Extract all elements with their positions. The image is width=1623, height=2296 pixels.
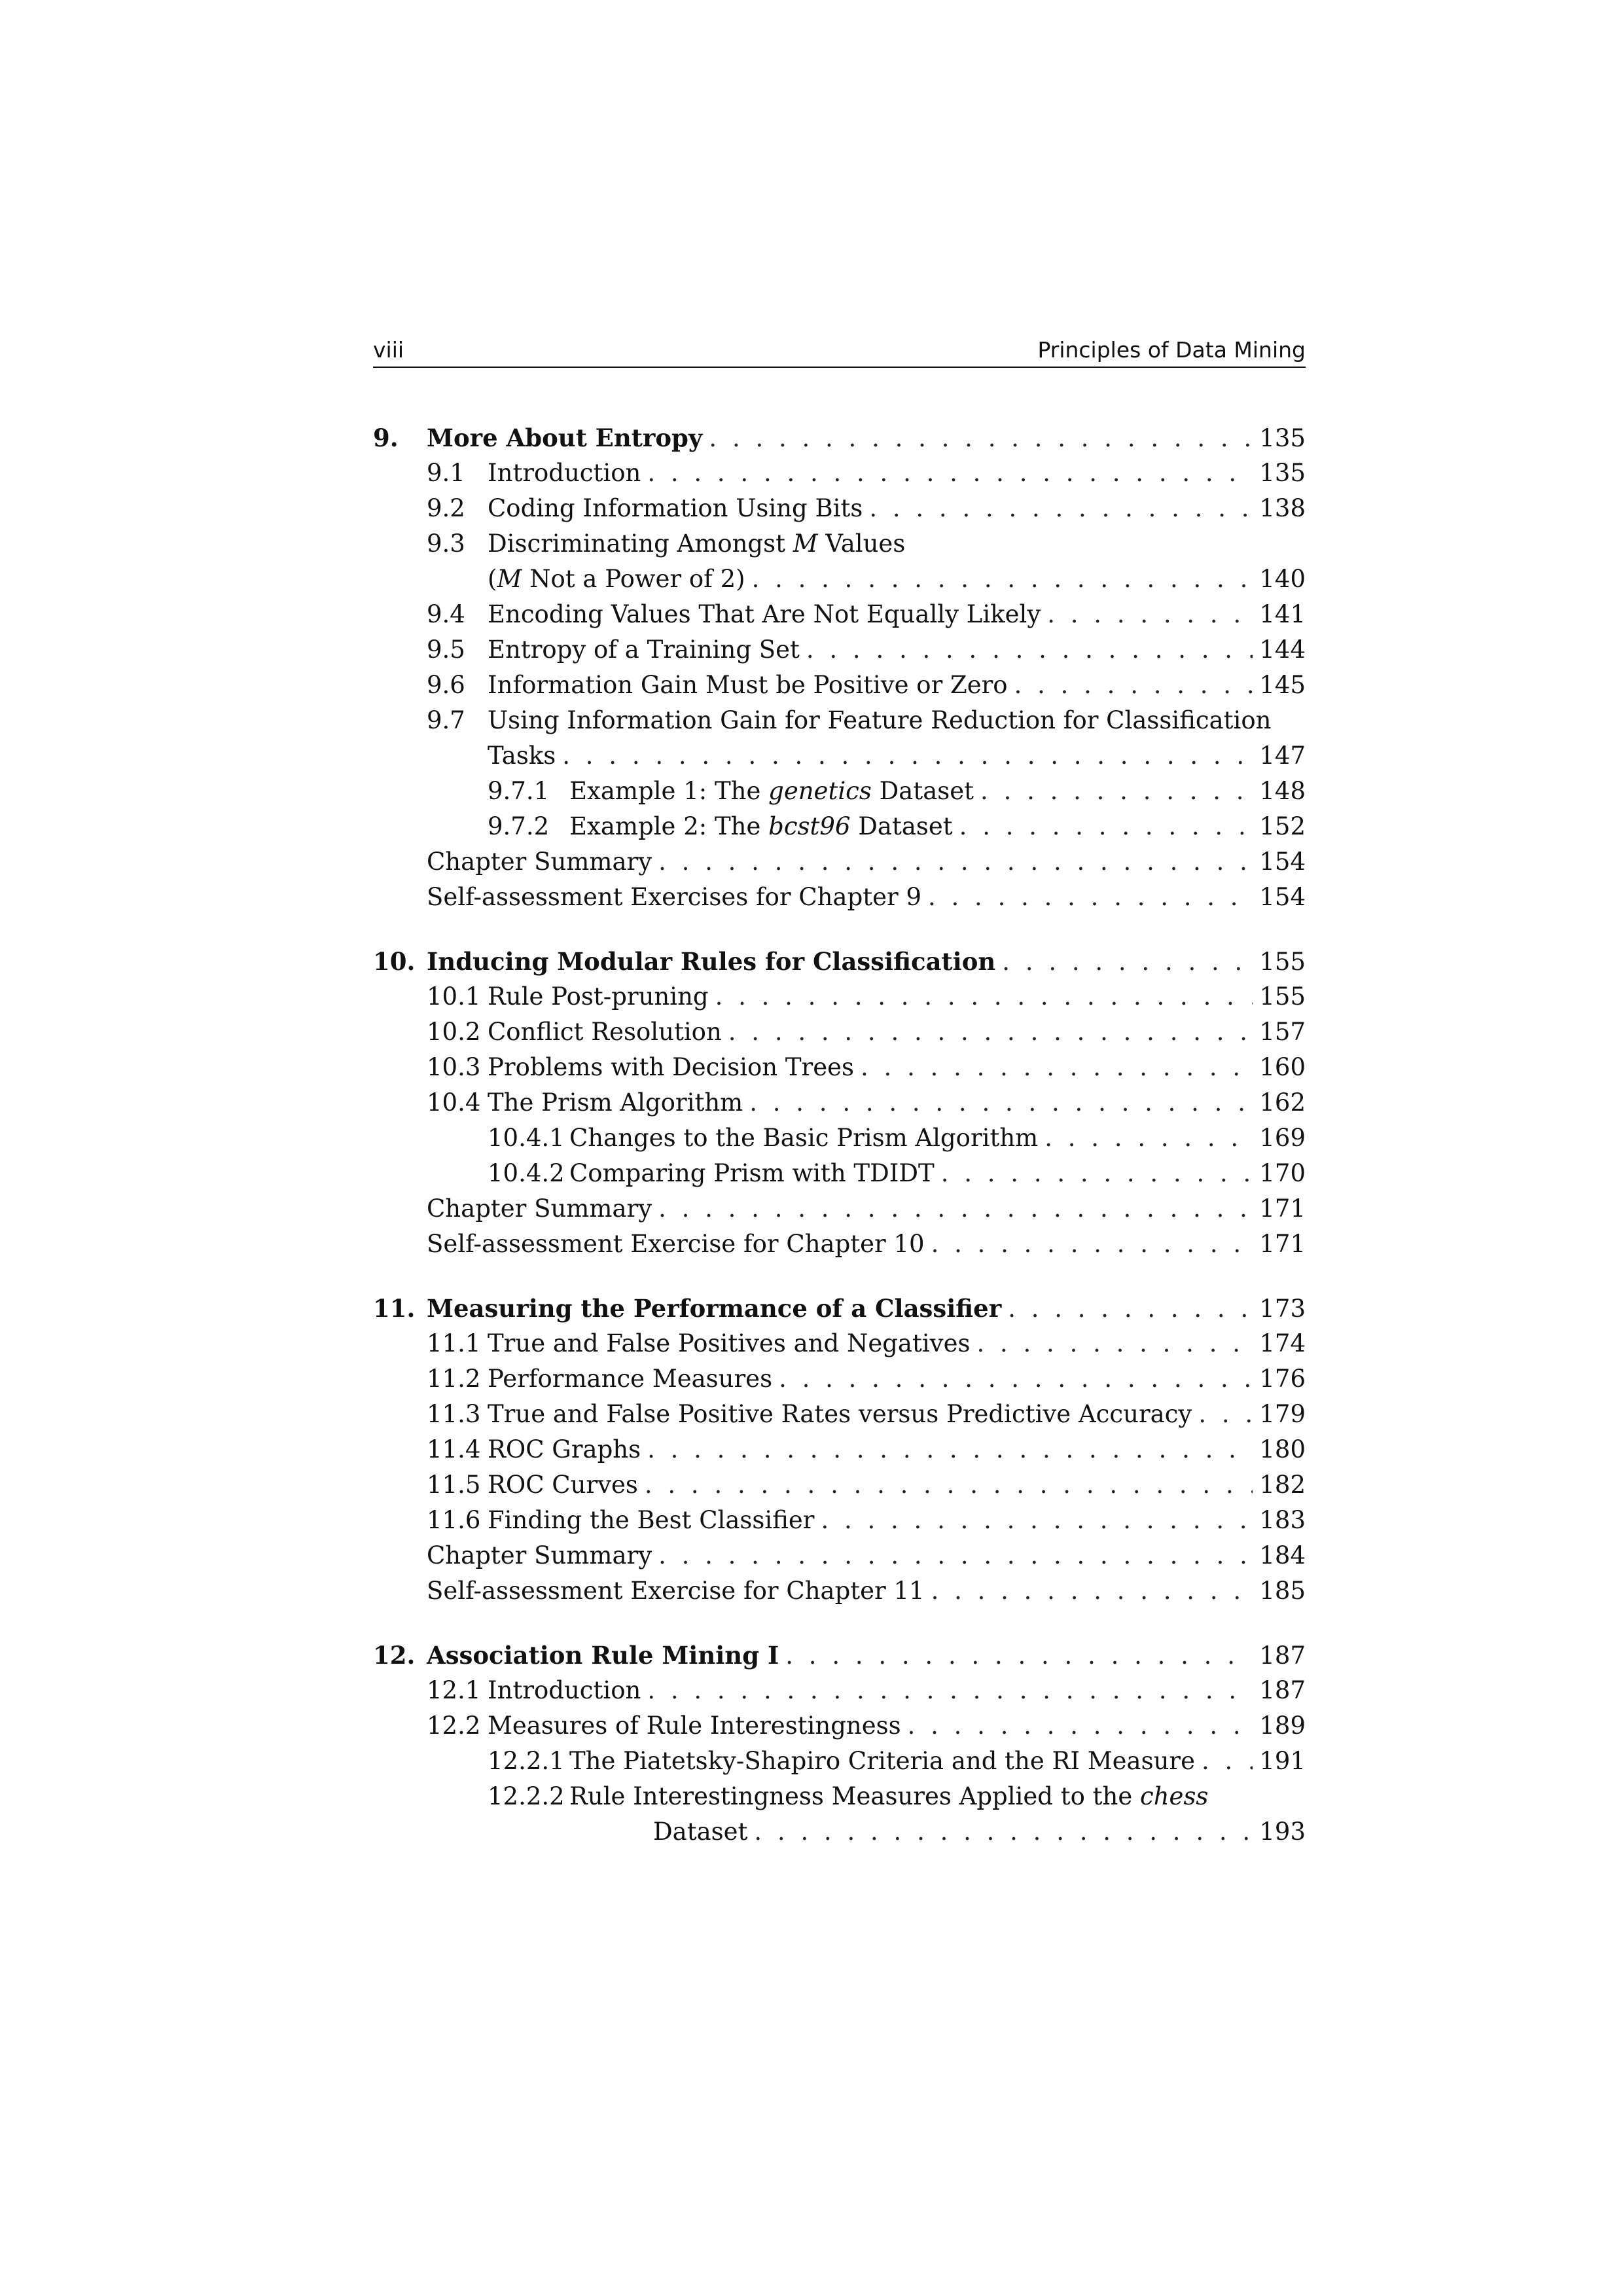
page-ref: 140 [1259,565,1306,593]
page-ref: 135 [1259,424,1306,452]
dataset-name: genetics [768,777,872,805]
chapter-title: Association Rule Mining I [427,1641,779,1670]
section-title: Measures of Rule Interestingness [488,1712,901,1740]
toc-section-11-5[interactable] [373,1467,1306,1503]
section-title: Encoding Values That Are Not Equally Likely [488,600,1041,628]
page-ref: 179 [1259,1400,1306,1428]
toc-chapter-11[interactable] [373,1291,1306,1326]
page-ref: 173 [1259,1295,1306,1323]
section-number: 11.5 [427,1471,481,1499]
title-part: Not a Power of 2) [522,565,745,593]
page-ref: 138 [1259,494,1306,522]
toc-section-10-2[interactable] [373,1014,1306,1050]
dot-leader [647,1673,1253,1708]
dot-leader [821,1503,1253,1538]
section-number: 10.4 [427,1088,481,1117]
dot-leader [645,1467,1253,1503]
chapter-number: 11. [373,1294,416,1323]
dot-leader [931,1227,1253,1262]
section-title: Information Gain Must be Positive or Zero [488,671,1008,699]
subsection-number: 12.2.2 [488,1782,565,1810]
title-part: Discriminating Amongst [488,529,793,558]
page-ref: 193 [1259,1818,1306,1846]
section-title: Introduction [488,459,641,487]
chapter-title: Inducing Modular Rules for Classification [427,947,996,976]
page-ref: 154 [1259,848,1306,876]
summary-title: Chapter Summary [427,848,652,876]
toc-chapter-10-summary[interactable] [373,1191,1306,1227]
section-number: 9.7 [427,706,465,734]
dot-leader [806,632,1253,668]
dot-leader [658,1191,1253,1227]
page-ref: 171 [1259,1194,1306,1223]
section-title-continued: Tasks [488,742,556,770]
page-ref: 157 [1259,1018,1306,1046]
section-number: 9.5 [427,636,465,664]
toc-chapter-10-exercises[interactable] [373,1227,1306,1262]
toc-chapter-10[interactable] [373,944,1306,979]
page-ref: 155 [1259,982,1306,1011]
dot-leader [728,1014,1253,1050]
toc-subsection-10-4-2[interactable] [373,1156,1306,1191]
dataset-name: chess [1140,1782,1209,1810]
toc-section-11-6[interactable] [373,1503,1306,1538]
section-title: Introduction [488,1676,641,1704]
page-ref: 135 [1259,459,1306,487]
dot-leader [959,809,1253,844]
toc-section-11-4[interactable] [373,1432,1306,1467]
math-m: M [793,529,818,558]
dot-leader [1008,1291,1253,1327]
page-ref: 174 [1259,1329,1306,1357]
dot-leader [647,456,1253,491]
toc-section-9-7[interactable] [373,703,1306,738]
dot-leader [779,1361,1253,1397]
dot-leader [785,1638,1253,1674]
toc-section-10-3[interactable] [373,1050,1306,1085]
subsection-title: Comparing Prism with TDIDT [569,1159,935,1187]
page-ref: 145 [1259,671,1306,699]
subsection-title [569,1779,1215,1814]
toc-chapter-9[interactable] [373,420,1306,456]
dot-leader [562,738,1253,774]
toc-section-9-1[interactable] [373,456,1306,491]
page-ref: 170 [1259,1159,1306,1187]
dot-leader [908,1708,1253,1744]
section-number: 11.2 [427,1365,481,1393]
title-part: Rule Interestingness Measures Applied to the [569,1782,1140,1810]
dot-leader [754,1814,1253,1850]
page-ref: 191 [1259,1747,1306,1775]
section-number: 12.2 [427,1712,481,1740]
toc-chapter-9-summary[interactable] [373,844,1306,880]
title-part: Dataset [871,777,974,805]
page-ref: 141 [1259,600,1306,628]
section-title: Conflict Resolution [488,1018,722,1046]
page-ref: 176 [1259,1365,1306,1393]
dot-leader [869,491,1253,526]
section-number: 11.4 [427,1435,481,1463]
dot-leader [976,1326,1253,1361]
dot-leader [861,1050,1253,1085]
section-number: 12.1 [427,1676,481,1704]
toc-subsection-12-2-1[interactable] [373,1744,1306,1779]
section-number: 9.1 [427,459,465,487]
dot-leader [1198,1397,1253,1432]
page-ref: 152 [1259,812,1306,840]
toc-section-9-6[interactable] [373,668,1306,703]
title-part: Values [817,529,906,558]
toc-section-9-2[interactable] [373,491,1306,526]
dataset-name: bcst96 [768,812,851,840]
page-ref: 189 [1259,1712,1306,1740]
title-part: Example 2: The [569,812,769,840]
subsection-number: 10.4.2 [488,1159,565,1187]
toc-section-12-2[interactable] [373,1708,1306,1744]
chapter-number: 12. [373,1641,416,1670]
page-ref: 182 [1259,1471,1306,1499]
title-part: Example 1: The [569,777,769,805]
toc-section-9-7-continued[interactable] [373,738,1306,774]
toc-section-9-4[interactable] [373,597,1306,632]
toc-subsection-12-2-2-continued[interactable] [373,1814,1306,1850]
section-title: Rule Post-pruning [488,982,709,1011]
section-number: 9.4 [427,600,465,628]
page-ref: 183 [1259,1506,1306,1534]
section-number: 9.2 [427,494,465,522]
section-number: 11.3 [427,1400,481,1428]
page-ref: 169 [1259,1124,1306,1152]
section-number: 9.3 [427,529,465,558]
section-title: Performance Measures [488,1365,773,1393]
section-number: 10.3 [427,1053,481,1081]
section-title: True and False Positive Rates versus Predictive Accuracy [488,1400,1192,1428]
subsection-title [569,809,959,844]
chapter-number: 9. [373,423,399,452]
dot-leader [709,421,1253,456]
dot-leader [1202,1744,1253,1779]
page-ref: 144 [1259,636,1306,664]
section-title: Using Information Gain for Feature Reduction for Classification [488,706,1272,734]
section-title: ROC Curves [488,1471,638,1499]
subsection-number: 9.7.1 [488,777,550,805]
toc-section-11-1[interactable] [373,1326,1306,1361]
page-ref: 160 [1259,1053,1306,1081]
toc-section-9-5[interactable] [373,632,1306,668]
toc-section-11-2[interactable] [373,1361,1306,1397]
dot-leader [749,1085,1253,1121]
math-m: M [497,565,522,593]
toc-section-9-3[interactable] [373,526,1306,562]
dot-leader [658,1538,1253,1573]
exercises-title: Self-assessment Exercise for Chapter 10 [427,1230,925,1258]
toc-subsection-9-7-1[interactable] [373,774,1306,809]
section-number: 9.6 [427,671,465,699]
page-ref: 187 [1259,1676,1306,1704]
section-number: 11.1 [427,1329,481,1357]
running-header [373,337,1306,370]
section-title: Finding the Best Classifier [488,1506,815,1534]
dot-leader [941,1156,1253,1191]
toc-section-11-3[interactable] [373,1397,1306,1432]
dot-leader [980,774,1253,809]
subsection-number: 12.2.1 [488,1747,565,1775]
table-of-contents [373,420,1306,1850]
dot-leader [1002,944,1253,980]
toc-chapter-11-exercises[interactable] [373,1573,1306,1609]
page-ref: 184 [1259,1541,1306,1570]
subsection-title [569,774,980,809]
chapter-title: More About Entropy [427,423,703,452]
dot-leader [647,1432,1253,1467]
dot-leader [1014,668,1253,703]
exercises-title: Self-assessment Exercises for Chapter 9 [427,883,922,911]
section-title: ROC Graphs [488,1435,641,1463]
subsection-title: The Piatetsky-Shapiro Criteria and the RI Measure [569,1747,1195,1775]
page-ref: 154 [1259,883,1306,911]
toc-section-12-1[interactable] [373,1673,1306,1708]
book-title: Principles of Data Mining [1037,337,1306,363]
toc-chapter-11-summary[interactable] [373,1538,1306,1573]
dot-leader [715,979,1253,1014]
section-title: Coding Information Using Bits [488,494,863,522]
page-ref: 148 [1259,777,1306,805]
dot-leader [752,562,1253,597]
page-ref: 171 [1259,1230,1306,1258]
page-ref: 187 [1259,1641,1306,1670]
page-number: viii [373,337,404,363]
section-number: 10.1 [427,982,481,1011]
page-ref: 180 [1259,1435,1306,1463]
toc-section-10-1[interactable] [373,979,1306,1014]
exercises-title: Self-assessment Exercise for Chapter 11 [427,1577,925,1605]
toc-subsection-12-2-2[interactable] [373,1779,1306,1814]
summary-title: Chapter Summary [427,1194,652,1223]
section-title: Entropy of a Training Set [488,636,800,664]
page-ref: 155 [1259,948,1306,976]
page-ref: 185 [1259,1577,1306,1605]
section-number: 11.6 [427,1506,481,1534]
subsection-title: Changes to the Basic Prism Algorithm [569,1124,1039,1152]
section-title-continued [488,562,752,597]
toc-section-9-3-continued[interactable] [373,562,1306,597]
section-title: The Prism Algorithm [488,1088,743,1117]
toc-subsection-9-7-2[interactable] [373,809,1306,844]
dot-leader [1047,597,1253,632]
chapter-number: 10. [373,947,416,976]
dot-leader [1044,1121,1253,1156]
title-part: Dataset [850,812,953,840]
section-title: True and False Positives and Negatives [488,1329,971,1357]
dot-leader [928,880,1253,915]
toc-subsection-10-4-1[interactable] [373,1121,1306,1156]
subsection-number: 10.4.1 [488,1124,565,1152]
dot-leader [658,844,1253,880]
subsection-title-continued: Dataset [653,1818,748,1846]
chapter-title: Measuring the Performance of a Classifier [427,1294,1002,1323]
summary-title: Chapter Summary [427,1541,652,1570]
toc-chapter-9-exercises[interactable] [373,880,1306,915]
toc-section-10-4[interactable] [373,1085,1306,1121]
toc-chapter-12[interactable] [373,1638,1306,1673]
page-ref: 162 [1259,1088,1306,1117]
page-ref: 147 [1259,742,1306,770]
section-title [488,526,912,562]
subsection-number: 9.7.2 [488,812,550,840]
section-title: Problems with Decision Trees [488,1053,855,1081]
dot-leader [931,1573,1253,1609]
section-number: 10.2 [427,1018,481,1046]
title-part: ( [488,565,497,593]
header-rule [373,367,1306,368]
